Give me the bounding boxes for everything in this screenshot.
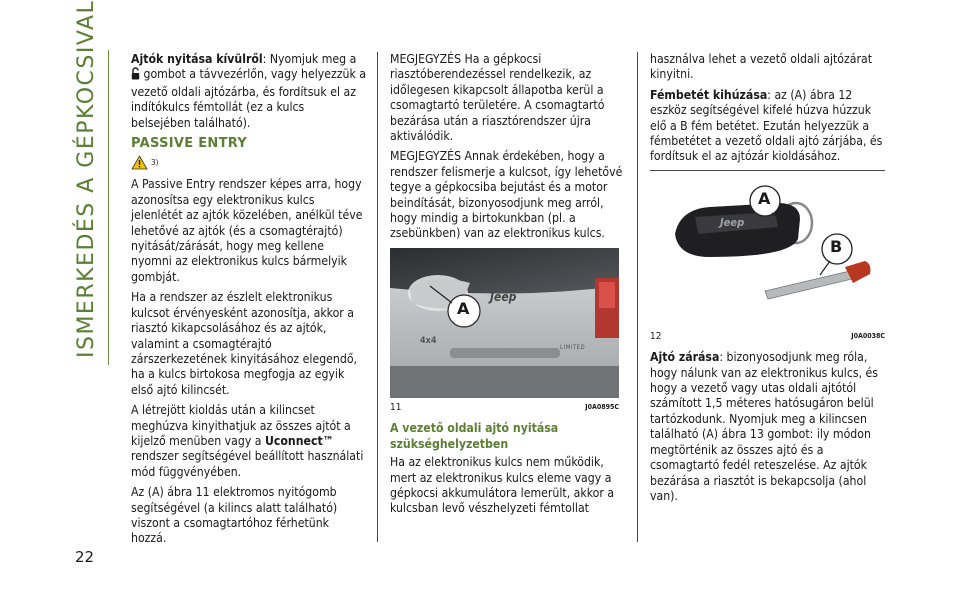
paragraph: A Passive Entry rendszer képes arra, hogy azonosítsa egy elektronikus kulcs jelenlétét az ajtók közelében, anélkül téve lehetővé az ajtók (és a csomagtérajtó) nyitását/zárását, hogy meg kellene nyomni az elektronikus kulcs bármelyik gombját.	[131, 177, 363, 284]
paragraph: Ha a rendszer az észlelt elektronikus kulcsot érvényesként azonosítja, akkor a riasztó kikapcsolásához és az ajtók, valamint a csomagtérajtó zárszerkezetének kinyitásához elegendő, ha a kulcs birtokosa megfogja az egyik első ajtó kilincsét.	[131, 290, 358, 397]
badge-limited: LIMITED	[560, 343, 586, 351]
warning-reference	[131, 155, 367, 175]
figure-12-key-fob	[650, 179, 885, 327]
paragraph-text: : bizonyosodjunk meg róla, hogy nálunk van az elektronikus kulcs, és hogy a vezető vagy utas oldali ajtótól számított 1,5 méteres hatósugáron belül tartózkodunk. Nyomjuk meg a kilincsen található (A) ábra 13 gombot: ily módon megtörténik az összes ajtó és a csomagtartó fedél reteszelése. Az ajtók bezárása a riasztót is bekapcsolja (ahol van).	[650, 350, 879, 503]
badge-4x4: 4x4	[420, 335, 437, 346]
figure-number: 12	[650, 330, 662, 342]
figure-11-tailgate-photo	[390, 248, 619, 398]
figure-number: 11	[390, 401, 402, 413]
figure-code: J0A0038C	[851, 331, 885, 340]
badge-jeep: Jeep	[490, 289, 517, 304]
column-2	[390, 52, 625, 522]
figure-code: J0A0895C	[585, 402, 619, 411]
term-door-locking: Ajtó zárása	[650, 350, 720, 365]
paragraph-text: gombot a távvezérlőn, vagy helyezzük a vezető oldali ajtózárba, és fordítsuk el az indítókulcs fémtollát (ez a kulcs belsejében található).	[131, 67, 367, 130]
paragraph-text: : Nyomjuk meg a	[262, 52, 357, 66]
paragraph: Ha az elektronikus kulcs nem működik, mert az elektronikus kulcs eleme vagy a gépkocsi akkumulátora lemerült, akkor a kulcsban levő vészhelyzeti fémtollat	[390, 455, 615, 516]
column-3	[650, 52, 885, 509]
figure-callout-a: A	[457, 298, 470, 318]
paragraph-text: rendszer segítségével beállított használati mód függvényében.	[131, 449, 364, 479]
paragraph-metal-key	[650, 88, 885, 165]
paragraph-text: A létrejött kioldás után a kilincset meghúzva kinyithatjuk az összes ajtót a kijelző menüben vagy a	[131, 403, 351, 448]
section-title: ISMERKEDÉS A GÉPKOCSIVAL	[73, 0, 99, 358]
paragraph: Az (A) ábra 11 elektromos nyitógomb segítségével (a kilincs alatt található) viszont a csomagtartóhoz férhetünk hozzá.	[131, 485, 338, 546]
column-divider-2	[637, 52, 638, 542]
paragraph: használva lehet a vezető oldali ajtózárat kinyitni.	[650, 52, 873, 82]
paragraph-text: : az (A) ábra 12 eszköz segítségével kifelé húzva húzzuk elő a B fém betétet. Ezután helyezzük a fémbetétet a vezető oldali ajtó zárjába, és fordítsuk el az ajtózár kioldásához.	[650, 87, 883, 164]
warning-triangle-icon	[131, 155, 148, 174]
column-1	[131, 52, 367, 552]
paragraph-door-locking	[650, 350, 885, 504]
paragraph	[131, 403, 367, 480]
figure-callout-a: A	[758, 188, 771, 208]
term-door-opening: Ajtók nyitása kívülről	[131, 52, 263, 66]
paragraph-note: MEGJEGYZÉS Annak érdekében, hogy a rendszer felismerje a kulcsot, így lehetővé tegye a gépkocsiba bejutást és a motor beindítását, bizonyosodjunk meg arról, hogy mindig a birtokunkban (pl. a zsebünkben) van az elektronikus kulcs.	[390, 149, 623, 241]
paragraph-door-opening	[131, 52, 367, 131]
heading-passive-entry: PASSIVE ENTRY	[131, 136, 248, 152]
term-metal-key: Fémbetét kihúzása	[650, 87, 768, 102]
subheading-emergency-opening: A vezető oldali ajtó nyitása szükséghelyzetben	[390, 421, 559, 451]
sidebar	[64, 0, 108, 358]
paragraph-note: MEGJEGYZÉS Ha a gépkocsi riasztóberendezéssel rendelkezik, az időlegesen kikapcsolt állapotba kerül a csomagtartó területére. A csomagtartó bezárása után a riasztórendszer újra aktiválódik.	[390, 52, 605, 144]
figure-12-rule	[650, 170, 885, 171]
term-uconnect: Uconnect™	[265, 433, 334, 448]
page-number: 22	[75, 548, 95, 566]
figure-12-caption	[650, 329, 885, 344]
unlock-icon	[131, 67, 140, 84]
column-divider-1	[377, 52, 378, 542]
figure-11-caption	[390, 400, 619, 415]
sidebar-rule	[108, 50, 109, 365]
warning-ref-number: 3)	[151, 158, 159, 168]
fob-brand: Jeep	[720, 215, 745, 229]
figure-callout-b: B	[830, 236, 843, 256]
